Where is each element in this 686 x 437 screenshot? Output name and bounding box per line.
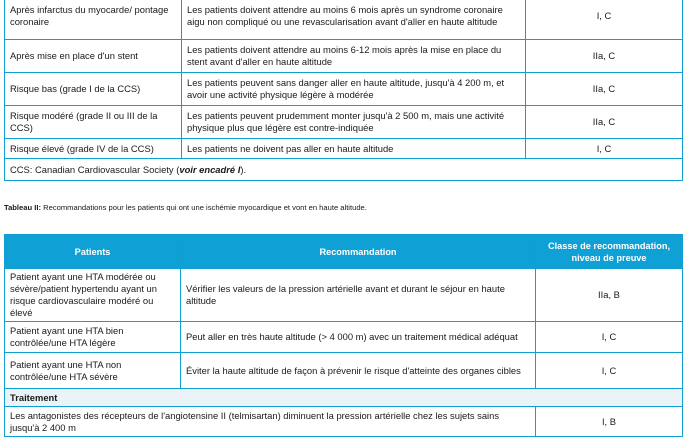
caption-label: Tableau II: [4,203,41,212]
table-row [5,139,683,159]
patient-cell: Patient ayant une HTA non contrôlée/une HTA sévère [5,353,181,389]
class-cell: I, C [536,353,683,389]
treatment-cell: Les antagonistes des récepteurs de l'angiotensine II (telmisartan) diminuent la pression artérielle chez les sujets sains jusqu'à 2 400 m [5,407,536,437]
recommendation-cell: Vérifier les valeurs de la pression artérielle avant et durant le séjour en haute altitude [181,269,536,322]
recommendation-cell: Les patients doivent attendre au moins 6 mois après un syndrome coronaire aigu non compliqué ou une revascularisation avant d'aller en haute altitude [182,0,526,40]
table-row [5,73,683,106]
patient-cell: Après infarctus du myocarde/ pontage coronaire [5,0,182,40]
header-recommendation: Recommandation [181,235,536,269]
section-label: Traitement [5,389,683,407]
table-caption [4,203,367,212]
patient-cell: Risque bas (grade I de la CCS) [5,73,182,106]
table-row [5,407,683,437]
footnote-end: ). [240,163,247,175]
patient-cell: Risque élevé (grade IV de la CCS) [5,139,182,159]
class-cell: IIa, C [526,106,683,139]
footnote-reference: voir encadré I [179,163,241,175]
patient-cell: Risque modéré (grade II ou III de la CCS) [5,106,182,139]
table-row [5,40,683,73]
section-row [5,389,683,407]
header-patients: Patients [5,235,181,269]
table-footnote [5,159,683,181]
patient-cell: Après mise en place d'un stent [5,40,182,73]
table-row [5,106,683,139]
recommendations-table-1 [4,0,683,181]
class-cell: I, C [526,0,683,40]
table-row [5,322,683,353]
recommendations-table-2 [4,234,683,437]
class-cell: IIa, C [526,73,683,106]
recommendation-cell: Les patients ne doivent pas aller en haute altitude [182,139,526,159]
footnote-row [5,159,683,181]
recommendation-cell: Les patients peuvent sans danger aller en haute altitude, jusqu'à 4 200 m, et avoir une activité physique légère à modérée [182,73,526,106]
table-header-row [5,235,683,269]
table-row [5,0,683,40]
class-cell: I, C [536,322,683,353]
recommendation-cell: Les patients peuvent prudemment monter jusqu'à 2 500 m, mais une activité physique plus que légère est contre-indiquée [182,106,526,139]
patient-cell: Patient ayant une HTA modérée ou sévère/patient hypertendu ayant un risque cardiovasculaire modéré ou élevé [5,269,181,322]
class-cell: I, B [536,407,683,437]
class-cell: I, C [526,139,683,159]
table-row [5,269,683,322]
recommendation-cell: Éviter la haute altitude de façon à prévenir le risque d'atteinte des organes cibles [181,353,536,389]
header-class: Classe de recommandation, niveau de preuve [536,235,683,269]
footnote-text: CCS: Canadian Cardiovascular Society ( [10,163,180,175]
patient-cell: Patient ayant une HTA bien contrôlée/une HTA légère [5,322,181,353]
recommendation-cell: Les patients doivent attendre au moins 6-12 mois après la mise en place du stent avant d'aller en haute altitude [182,40,526,73]
table-row [5,353,683,389]
recommendation-cell: Peut aller en très haute altitude (> 4 000 m) avec un traitement médical adéquat [181,322,536,353]
caption-text: Recommandations pour les patients qui ont une ischémie myocardique et vont en haute altitude. [41,203,367,212]
class-cell: IIa, B [536,269,683,322]
class-cell: IIa, C [526,40,683,73]
